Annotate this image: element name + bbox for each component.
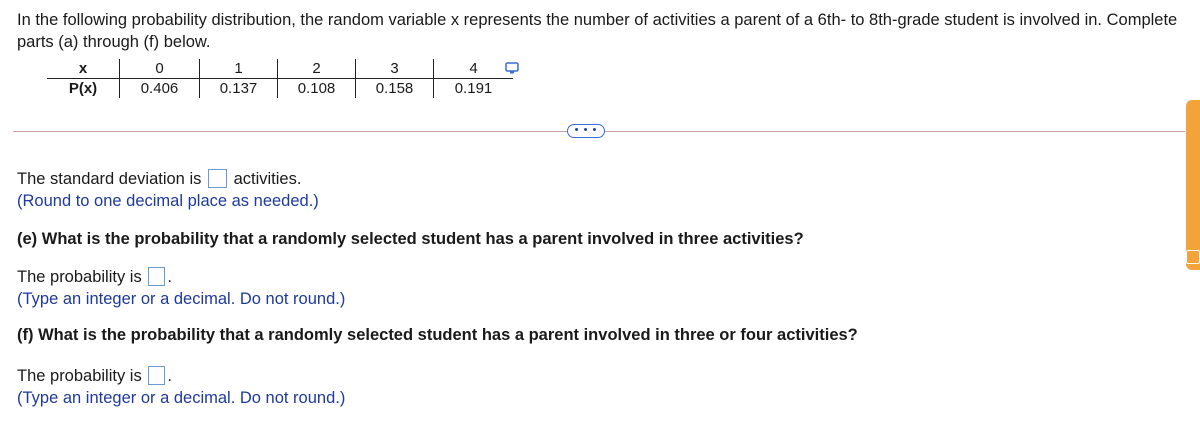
part-e-hint: (Type an integer or a decimal. Do not round.): [17, 290, 346, 308]
problem-intro: In the following probability distribution, the random variable x represents the number of activities a parent of a 6th- to 8th-grade student is involved in. Complete parts (a) through (f) below.: [17, 11, 1178, 51]
table-row-px: [47, 79, 513, 99]
part-f-label: (f): [17, 326, 34, 344]
x-header: x: [47, 59, 120, 79]
px-header: P(x): [68, 80, 98, 97]
x-value-0: 0: [120, 59, 200, 79]
side-tab[interactable]: [1186, 100, 1200, 270]
part-e-answer-input[interactable]: [148, 267, 165, 286]
part-e-question: [17, 230, 804, 249]
x-value-4: 4: [434, 59, 514, 79]
part-f-suffix: .: [167, 367, 172, 385]
part-f-answer-line: [17, 366, 172, 386]
part-e-answer-line: [17, 267, 172, 287]
part-e-suffix: .: [167, 268, 172, 286]
std-dev-prefix: The standard deviation is: [17, 170, 202, 188]
part-e-prefix: The probability is: [17, 268, 142, 286]
copy-icon[interactable]: [505, 62, 519, 74]
part-e-label: (e): [17, 230, 38, 248]
part-f-hint: (Type an integer or a decimal. Do not round.): [17, 389, 346, 407]
p-value-2: 0.108: [278, 79, 356, 99]
p-value-1: 0.137: [200, 79, 278, 99]
probability-distribution-table: [47, 59, 513, 98]
p-value-3: 0.158: [356, 79, 434, 99]
std-dev-hint: (Round to one decimal place as needed.): [17, 192, 319, 210]
part-f-question: [17, 326, 858, 345]
x-value-2: 2: [278, 59, 356, 79]
expand-more-button[interactable]: • • •: [567, 124, 605, 138]
part-f-prefix: The probability is: [17, 367, 142, 385]
p-value-4: 0.191: [434, 79, 514, 99]
x-value-1: 1: [200, 59, 278, 79]
std-dev-suffix: activities.: [233, 170, 302, 188]
std-dev-answer-input[interactable]: [208, 169, 227, 188]
x-value-3: 3: [356, 59, 434, 79]
part-f-text: What is the probability that a randomly selected student has a parent involved in three or four activities?: [38, 326, 858, 344]
table-row-x: [47, 59, 513, 79]
p-value-0: 0.406: [120, 79, 200, 99]
side-tab-icon: [1186, 250, 1200, 264]
part-e-text: What is the probability that a randomly selected student has a parent involved in three activities?: [41, 230, 804, 248]
std-dev-line: [17, 169, 301, 189]
part-f-answer-input[interactable]: [148, 366, 165, 385]
